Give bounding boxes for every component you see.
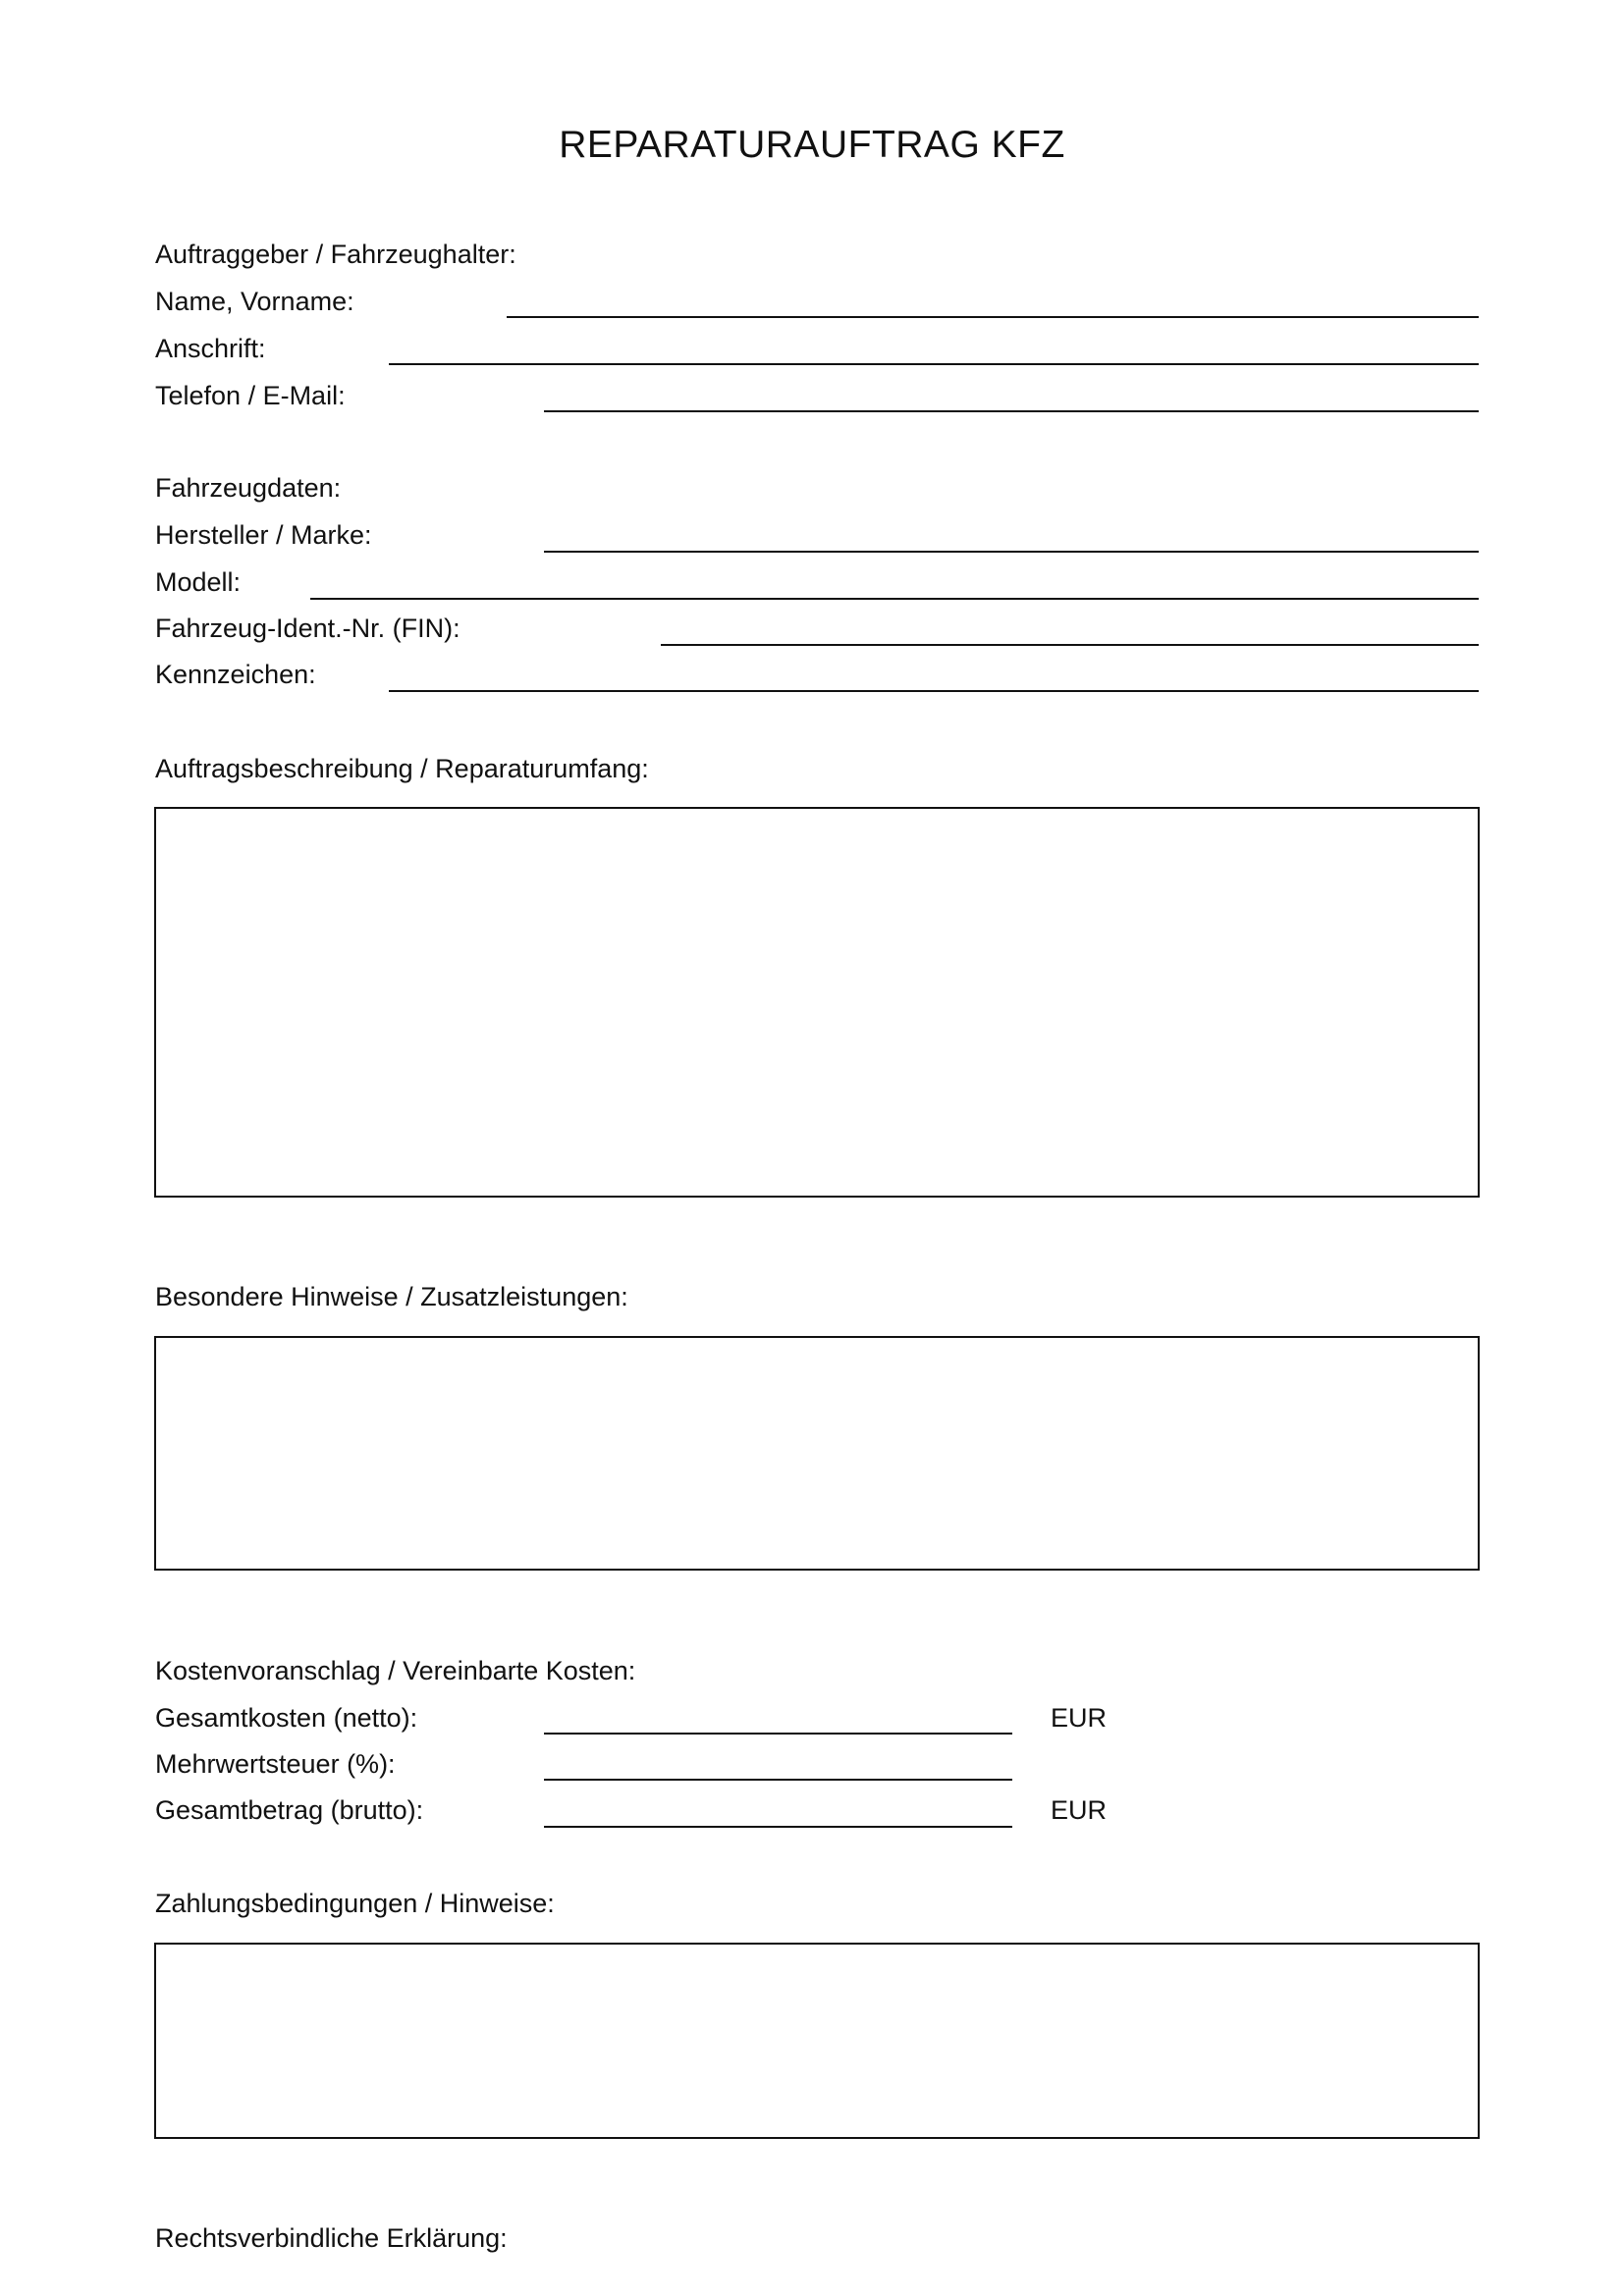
payment-box[interactable]	[154, 1943, 1480, 2139]
gross-amount-field[interactable]	[544, 1826, 1012, 1828]
net-cost-field[interactable]	[544, 1733, 1012, 1735]
contact-label: Telefon / E-Mail:	[155, 381, 346, 410]
plate-field[interactable]	[389, 690, 1479, 692]
make-label: Hersteller / Marke:	[155, 520, 372, 550]
notes-box[interactable]	[154, 1336, 1480, 1571]
make-field[interactable]	[544, 551, 1479, 553]
model-label: Modell:	[155, 567, 242, 597]
plate-label: Kennzeichen:	[155, 660, 316, 689]
vin-field[interactable]	[661, 644, 1479, 646]
vat-field[interactable]	[544, 1779, 1012, 1781]
vin-label: Fahrzeug-Ident.-Nr. (FIN):	[155, 614, 460, 643]
contact-field[interactable]	[544, 410, 1479, 412]
description-heading: Auftragsbeschreibung / Reparaturumfang:	[155, 754, 649, 783]
payment-heading: Zahlungsbedingungen / Hinweise:	[155, 1889, 555, 1918]
net-cost-label: Gesamtkosten (netto):	[155, 1703, 418, 1733]
costs-heading: Kostenvoranschlag / Vereinbarte Kosten:	[155, 1656, 636, 1685]
legal-heading: Rechtsverbindliche Erklärung:	[155, 2223, 508, 2253]
address-label: Anschrift:	[155, 334, 266, 363]
client-section-heading: Auftraggeber / Fahrzeughalter:	[155, 240, 516, 269]
model-field[interactable]	[310, 598, 1479, 600]
net-cost-unit: EUR	[1051, 1703, 1108, 1733]
vat-label: Mehrwertsteuer (%):	[155, 1749, 396, 1779]
address-field[interactable]	[389, 363, 1479, 365]
name-field[interactable]	[507, 316, 1479, 318]
vehicle-section-heading: Fahrzeugdaten:	[155, 473, 342, 503]
gross-amount-unit: EUR	[1051, 1795, 1108, 1825]
notes-heading: Besondere Hinweise / Zusatzleistungen:	[155, 1282, 628, 1311]
gross-amount-label: Gesamtbetrag (brutto):	[155, 1795, 424, 1825]
description-box[interactable]	[154, 807, 1480, 1198]
name-label: Name, Vorname:	[155, 287, 354, 316]
page-title: REPARATURAUFTRAG KFZ	[559, 124, 1065, 166]
